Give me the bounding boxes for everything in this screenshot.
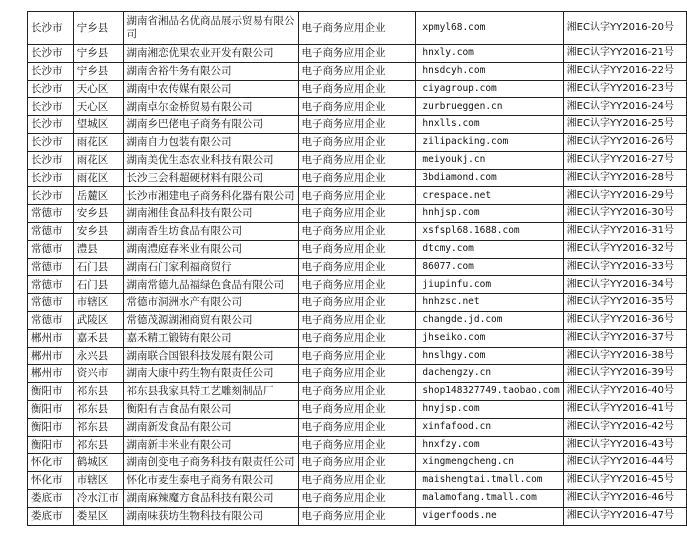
district-cell: 永兴县 [73,347,123,365]
city-cell: 怀化市 [28,472,74,490]
company-name-cell: 湖南麻辣魔方食品科技有限公司 [123,489,298,507]
license-number-cell: 湘EC认字YY2016-40号 [563,383,686,401]
company-name-cell: 湖南澧庭春米业有限公司 [123,240,298,258]
license-number-cell: 湘EC认字YY2016-47号 [563,507,686,525]
company-name-cell: 湖南常德九品福绿色食品有限公司 [123,276,298,294]
district-cell: 宁乡县 [73,62,123,80]
district-cell: 祁东县 [73,400,123,418]
enterprise-type-cell: 电子商务应用企业 [298,240,416,258]
website-cell: dachengzy.cn [416,365,563,383]
enterprise-type-cell: 电子商务应用企业 [298,454,416,472]
enterprise-type-cell: 电子商务应用企业 [298,205,416,223]
website-cell: 3bdiamond.com [416,169,563,187]
license-number-cell: 湘EC认字YY2016-37号 [563,329,686,347]
table-row [28,258,687,276]
company-name-cell: 长沙三会科超硬材料有限公司 [123,169,298,187]
enterprise-table [27,11,687,526]
city-cell: 长沙市 [28,98,74,116]
website-cell: 86077.com [416,258,563,276]
table-row [28,347,687,365]
city-cell: 郴州市 [28,329,74,347]
enterprise-type-cell: 电子商务应用企业 [298,383,416,401]
company-name-cell: 湖南味获坊生物科技有限公司 [123,507,298,525]
enterprise-type-cell: 电子商务应用企业 [298,12,416,45]
district-cell: 天心区 [73,98,123,116]
city-cell: 衡阳市 [28,383,74,401]
company-name-cell: 湖南香生坊食品有限公司 [123,222,298,240]
license-number-cell: 湘EC认字YY2016-29号 [563,187,686,205]
district-cell: 市辖区 [73,294,123,312]
district-cell: 鹤城区 [73,454,123,472]
website-cell: changde.jd.com [416,311,563,329]
license-number-cell: 湘EC认字YY2016-34号 [563,276,686,294]
city-cell: 长沙市 [28,187,74,205]
website-cell: malamofang.tmall.com [416,489,563,507]
enterprise-type-cell: 电子商务应用企业 [298,80,416,98]
company-name-cell: 湖南湘佳食品科技有限公司 [123,205,298,223]
city-cell: 娄底市 [28,507,74,525]
table-row [28,240,687,258]
website-cell: xpmyl68.com [416,12,563,45]
license-number-cell: 湘EC认字YY2016-24号 [563,98,686,116]
website-cell: maishengtai.tmall.com [416,472,563,490]
district-cell: 澧县 [73,240,123,258]
table-row [28,187,687,205]
enterprise-type-cell: 电子商务应用企业 [298,276,416,294]
company-name-cell: 嘉禾精工锻铸有限公司 [123,329,298,347]
table-row [28,98,687,116]
enterprise-type-cell: 电子商务应用企业 [298,294,416,312]
company-name-cell: 祁东县我家具特工艺雕刻制品厂 [123,383,298,401]
district-cell: 市辖区 [73,472,123,490]
enterprise-table-container [27,11,687,526]
license-number-cell: 湘EC认字YY2016-25号 [563,116,686,134]
district-cell: 宁乡县 [73,12,123,45]
company-name-cell: 湖南创变电子商务科技有限责任公司 [123,454,298,472]
table-row [28,62,687,80]
table-row [28,205,687,223]
license-number-cell: 湘EC认字YY2016-26号 [563,133,686,151]
district-cell: 冷水江市 [73,489,123,507]
district-cell: 安乡县 [73,205,123,223]
enterprise-type-cell: 电子商务应用企业 [298,151,416,169]
company-name-cell: 湖南联合国银科技发展有限公司 [123,347,298,365]
website-cell: hnhjsp.com [416,205,563,223]
table-row [28,80,687,98]
city-cell: 郴州市 [28,347,74,365]
enterprise-type-cell: 电子商务应用企业 [298,98,416,116]
district-cell: 嘉禾县 [73,329,123,347]
table-row [28,418,687,436]
enterprise-type-cell: 电子商务应用企业 [298,169,416,187]
license-number-cell: 湘EC认字YY2016-39号 [563,365,686,383]
district-cell: 武陵区 [73,311,123,329]
license-number-cell: 湘EC认字YY2016-22号 [563,62,686,80]
company-name-cell: 湖南省湘品名优商品展示贸易有限公司 [123,12,298,45]
website-cell: shop148327749.taobao.com [416,383,563,401]
table-row [28,133,687,151]
enterprise-type-cell: 电子商务应用企业 [298,62,416,80]
table-row [28,311,687,329]
table-row [28,454,687,472]
company-name-cell: 湖南卓尔金桥贸易有限公司 [123,98,298,116]
license-number-cell: 湘EC认字YY2016-20号 [563,12,686,45]
website-cell: jhseiko.com [416,329,563,347]
license-number-cell: 湘EC认字YY2016-36号 [563,311,686,329]
enterprise-type-cell: 电子商务应用企业 [298,436,416,454]
company-name-cell: 常德茂源湖湘商贸有限公司 [123,311,298,329]
table-row [28,383,687,401]
table-row [28,45,687,63]
table-row [28,169,687,187]
company-name-cell: 湖南美优生态农业科技有限公司 [123,151,298,169]
enterprise-type-cell: 电子商务应用企业 [298,347,416,365]
district-cell: 宁乡县 [73,45,123,63]
company-name-cell: 湖南自力包装有限公司 [123,133,298,151]
enterprise-type-cell: 电子商务应用企业 [298,365,416,383]
enterprise-type-cell: 电子商务应用企业 [298,222,416,240]
website-cell: crespace.net [416,187,563,205]
enterprise-type-cell: 电子商务应用企业 [298,133,416,151]
license-number-cell: 湘EC认字YY2016-32号 [563,240,686,258]
enterprise-type-cell: 电子商务应用企业 [298,507,416,525]
license-number-cell: 湘EC认字YY2016-45号 [563,472,686,490]
table-row [28,365,687,383]
city-cell: 长沙市 [28,80,74,98]
website-cell: meiyoukj.cn [416,151,563,169]
enterprise-type-cell: 电子商务应用企业 [298,489,416,507]
website-cell: hnxly.com [416,45,563,63]
city-cell: 衡阳市 [28,418,74,436]
license-number-cell: 湘EC认字YY2016-35号 [563,294,686,312]
enterprise-type-cell: 电子商务应用企业 [298,187,416,205]
city-cell: 常德市 [28,205,74,223]
company-name-cell: 常德市洞洲水产有限公司 [123,294,298,312]
table-row [28,12,687,45]
website-cell: hnslhgy.com [416,347,563,365]
city-cell: 长沙市 [28,62,74,80]
table-row [28,400,687,418]
district-cell: 天心区 [73,80,123,98]
district-cell: 雨花区 [73,151,123,169]
table-row [28,294,687,312]
district-cell: 安乡县 [73,222,123,240]
license-number-cell: 湘EC认字YY2016-31号 [563,222,686,240]
district-cell: 石门县 [73,276,123,294]
enterprise-type-cell: 电子商务应用企业 [298,329,416,347]
city-cell: 娄底市 [28,489,74,507]
website-cell: zurbrueggen.cn [416,98,563,116]
table-row [28,151,687,169]
enterprise-type-cell: 电子商务应用企业 [298,311,416,329]
license-number-cell: 湘EC认字YY2016-41号 [563,400,686,418]
table-row [28,116,687,134]
enterprise-type-cell: 电子商务应用企业 [298,472,416,490]
license-number-cell: 湘EC认字YY2016-23号 [563,80,686,98]
website-cell: ciyagroup.com [416,80,563,98]
license-number-cell: 湘EC认字YY2016-27号 [563,151,686,169]
district-cell: 娄星区 [73,507,123,525]
city-cell: 衡阳市 [28,400,74,418]
company-name-cell: 衡阳有吉食品有限公司 [123,400,298,418]
company-name-cell: 湖南大康中药生物有限责任公司 [123,365,298,383]
enterprise-type-cell: 电子商务应用企业 [298,418,416,436]
city-cell: 衡阳市 [28,436,74,454]
district-cell: 岳麓区 [73,187,123,205]
table-row [28,276,687,294]
license-number-cell: 湘EC认字YY2016-43号 [563,436,686,454]
website-cell: xsfspl68.1688.com [416,222,563,240]
city-cell: 常德市 [28,240,74,258]
district-cell: 资兴市 [73,365,123,383]
district-cell: 望城区 [73,116,123,134]
city-cell: 长沙市 [28,45,74,63]
license-number-cell: 湘EC认字YY2016-21号 [563,45,686,63]
table-row [28,329,687,347]
company-name-cell: 湖南舍裕牛务有限公司 [123,62,298,80]
city-cell: 长沙市 [28,151,74,169]
license-number-cell: 湘EC认字YY2016-46号 [563,489,686,507]
website-cell: hnyjsp.com [416,400,563,418]
enterprise-type-cell: 电子商务应用企业 [298,258,416,276]
district-cell: 祁东县 [73,383,123,401]
city-cell: 常德市 [28,311,74,329]
company-name-cell: 湖南中农传媒有限公司 [123,80,298,98]
district-cell: 雨花区 [73,169,123,187]
district-cell: 雨花区 [73,133,123,151]
website-cell: jiupinfu.com [416,276,563,294]
district-cell: 祁东县 [73,418,123,436]
table-row [28,436,687,454]
enterprise-type-cell: 电子商务应用企业 [298,400,416,418]
website-cell: vigerfoods.ne [416,507,563,525]
website-cell: hnhzsc.net [416,294,563,312]
city-cell: 常德市 [28,294,74,312]
city-cell: 常德市 [28,258,74,276]
license-number-cell: 湘EC认字YY2016-33号 [563,258,686,276]
website-cell: zilipacking.com [416,133,563,151]
company-name-cell: 湖南新发食品有限公司 [123,418,298,436]
enterprise-table-body [28,12,687,526]
license-number-cell: 湘EC认字YY2016-28号 [563,169,686,187]
website-cell: xinfafood.cn [416,418,563,436]
table-row [28,507,687,525]
company-name-cell: 湖南新丰米业有限公司 [123,436,298,454]
license-number-cell: 湘EC认字YY2016-44号 [563,454,686,472]
company-name-cell: 湖南湘恋优果农业开发有限公司 [123,45,298,63]
table-row [28,489,687,507]
website-cell: hnxfzy.com [416,436,563,454]
enterprise-type-cell: 电子商务应用企业 [298,116,416,134]
district-cell: 石门县 [73,258,123,276]
city-cell: 郴州市 [28,365,74,383]
company-name-cell: 怀化市麦生泰电子商务有限公司 [123,472,298,490]
city-cell: 长沙市 [28,169,74,187]
table-row [28,222,687,240]
enterprise-type-cell: 电子商务应用企业 [298,45,416,63]
district-cell: 祁东县 [73,436,123,454]
table-row [28,472,687,490]
city-cell: 怀化市 [28,454,74,472]
company-name-cell: 长沙市湘建电子商务科化器有限公司 [123,187,298,205]
website-cell: hnxlls.com [416,116,563,134]
city-cell: 常德市 [28,222,74,240]
city-cell: 长沙市 [28,12,74,45]
city-cell: 常德市 [28,276,74,294]
website-cell: xingmengcheng.cn [416,454,563,472]
city-cell: 长沙市 [28,116,74,134]
city-cell: 长沙市 [28,133,74,151]
license-number-cell: 湘EC认字YY2016-30号 [563,205,686,223]
license-number-cell: 湘EC认字YY2016-38号 [563,347,686,365]
website-cell: hnsdcyh.com [416,62,563,80]
website-cell: dtcmy.com [416,240,563,258]
company-name-cell: 湖南石门家利福商贸行 [123,258,298,276]
license-number-cell: 湘EC认字YY2016-42号 [563,418,686,436]
company-name-cell: 湖南乡巴佬电子商务有限公司 [123,116,298,134]
